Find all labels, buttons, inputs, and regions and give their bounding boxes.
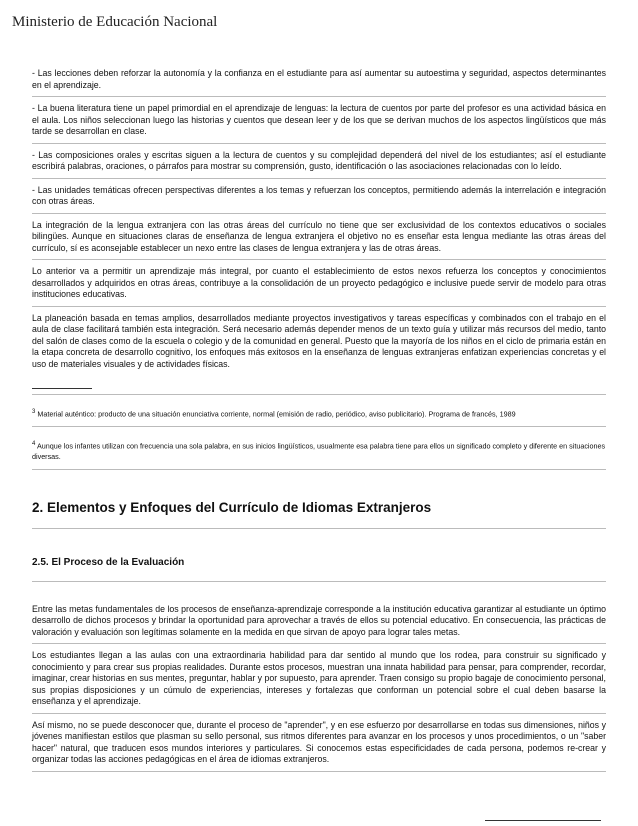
section-title-block (32, 474, 606, 529)
subsection-title-block (32, 533, 606, 582)
paragraph-block (32, 101, 606, 144)
paragraph-block (32, 718, 606, 772)
paragraph-block (32, 148, 606, 179)
paragraph: Los estudiantes llegan a las aulas con una extraordinaria habilidad para dar sentido al mundo que los rodea, para construir su significado y conocimiento y para crear sus propias realidades. Durante estos procesos, muestran una innata habilidad para pensar, para comprender, recordar, imaginar, crear historias en sus mentes, preguntar, hablar y por supuesto, para aprender. Traen consigo su propio bagaje de conocimiento personal, sus propias disposiciones y un cúmulo de experiencias, intereses y fortalezas que conforman un potencial sobre el cual deben basarse la enseñanza y el aprendizaje. (32, 650, 606, 707)
paragraph-block (32, 183, 606, 214)
spacer (32, 586, 606, 602)
paragraph: - Las composiciones orales y escritas siguen a la lectura de cuentos y su complejidad dependerá del nivel de los estudiantes; así el estudiante escribirá palabras, oraciones, o párrafos para mostrar su comprensión, gusto, identificación o las asociaciones relacionadas con lo leído. (32, 149, 606, 171)
footnote-number: 3 (32, 409, 36, 415)
section-title: 2. Elementos y Enfoques del Currículo de Idiomas Extranjeros (32, 499, 432, 515)
paragraph: - Las lecciones deben reforzar la autonomía y la confianza en el estudiante para así aumentar su autoestima y seguridad, aspectos determinantes en el aprendizaje. (32, 68, 606, 90)
footnote-4 (32, 439, 606, 461)
footnote-block (32, 431, 606, 469)
footnote-3 (32, 407, 606, 419)
footer-rule (485, 820, 601, 821)
paragraph: Entre las metas fundamentales de los procesos de enseñanza-aprendizaje corresponde a la institución educativa garantizar al estudiante un óptimo desarrollo de dichos procesos y brindar la oportunidad para aprovechar a través de ellos su potencial educativo. En consecuencia, las prácticas de valoración y evaluación son legítimas solamente en la medida en que sirvan de apoyo para lograr tales metas. (32, 603, 606, 637)
footnote-block (32, 399, 606, 427)
paragraph-block (32, 648, 606, 714)
footnote-number: 4 (32, 441, 36, 448)
paragraph-block (32, 218, 606, 261)
paragraph-block (32, 264, 606, 307)
footnote-text: Aunque los infantes utilizan con frecuencia una sola palabra, en sus inicios lingüísticos, usualmente esa palabra tiene para ellos un significado completo y diferente en situaciones diversas. (32, 441, 606, 461)
paragraph: La planeación basada en temas amplios, desarrollados mediante proyectos investigativos y tareas específicas y combinados con el trabajo en el aula de clase facilitará también esta integración. Será necesario además depender menos de un texto guía y utilizar más recursos del medio, tanto del salón de clases como de la escuela o colegio y de la comunidad en general. Puesto que la mayoría de los niños en el ciclo de primaria están en la etapa concreta de desarrollo cognitivo, los enfoques más exitosos en la enseñanza de lenguas extranjeras enfatizan experiencias concretas y el uso de materiales visuales y de actividades físicas. (32, 312, 606, 369)
document-body (32, 66, 606, 776)
footnote-text: Material auténtico: producto de una situación enunciativa corriente, normal (emisión de radio, periódico, aviso publicitario). Programa de francés, 1989 (37, 409, 516, 419)
paragraph-block (32, 311, 606, 396)
paragraph: Lo anterior va a permitir un aprendizaje más integral, por cuanto el establecimiento de estos nexos refuerza los conceptos y conocimientos desarrollados y adquiridos en otras áreas, contribuye a la consolidación de un proyecto pedagógico e inclusive puede servir de modelo para otras instituciones educativas. (32, 266, 606, 299)
paragraph-block (32, 66, 606, 97)
paragraph: - Las unidades temáticas ofrecen perspectivas diferentes a los temas y refuerzan los conceptos, permitiendo además la interrelación e integración con otras áreas. (32, 184, 606, 206)
paragraph: - La buena literatura tiene un papel primordial en el aprendizaje de lenguas: la lectura de cuentos por parte del profesor es una actividad básica en el aula. Los niños seleccionan luego las historias y cuentos que desean leer y de los que se derivan muchos de los aspectos lingüísticos que más tarde se desarrollan en clase. (32, 103, 606, 136)
paragraph: La integración de la lengua extranjera con las otras áreas del currículo no tiene que ser exclusividad de los contextos educativos o sociales bilingües. Aunque en situaciones claras de enseñanza de lengua extranjera el objetivo no es enseñar esta lengua mediante las otras áreas del currículo, sí es aconsejable establecer un nexo entre las clases de lengua extranjera y las de otras áreas. (32, 219, 606, 253)
paragraph: Así mismo, no se puede desconocer que, durante el proceso de "aprender", y en ese esfuerzo por desarrollarse en todas sus dimensiones, niños y jóvenes manifiestan estilos que plasman su sello personal, sus ritmos diferentes para avanzar en los procesos y unos procedimientos, o un "saber hacer" natural, que traducen esos mundos interiores y particulares. Si conocemos estas especificidades de cada persona, podemos re-crear y organizar todas las acciones pedagógicas en el área de idiomas extranjeros. (32, 719, 606, 765)
footnote-separator (32, 388, 92, 389)
page-header: Ministerio de Educación Nacional (12, 14, 218, 30)
paragraph-block (32, 602, 606, 645)
subsection-title: 2.5. El Proceso de la Evaluación (32, 556, 185, 568)
